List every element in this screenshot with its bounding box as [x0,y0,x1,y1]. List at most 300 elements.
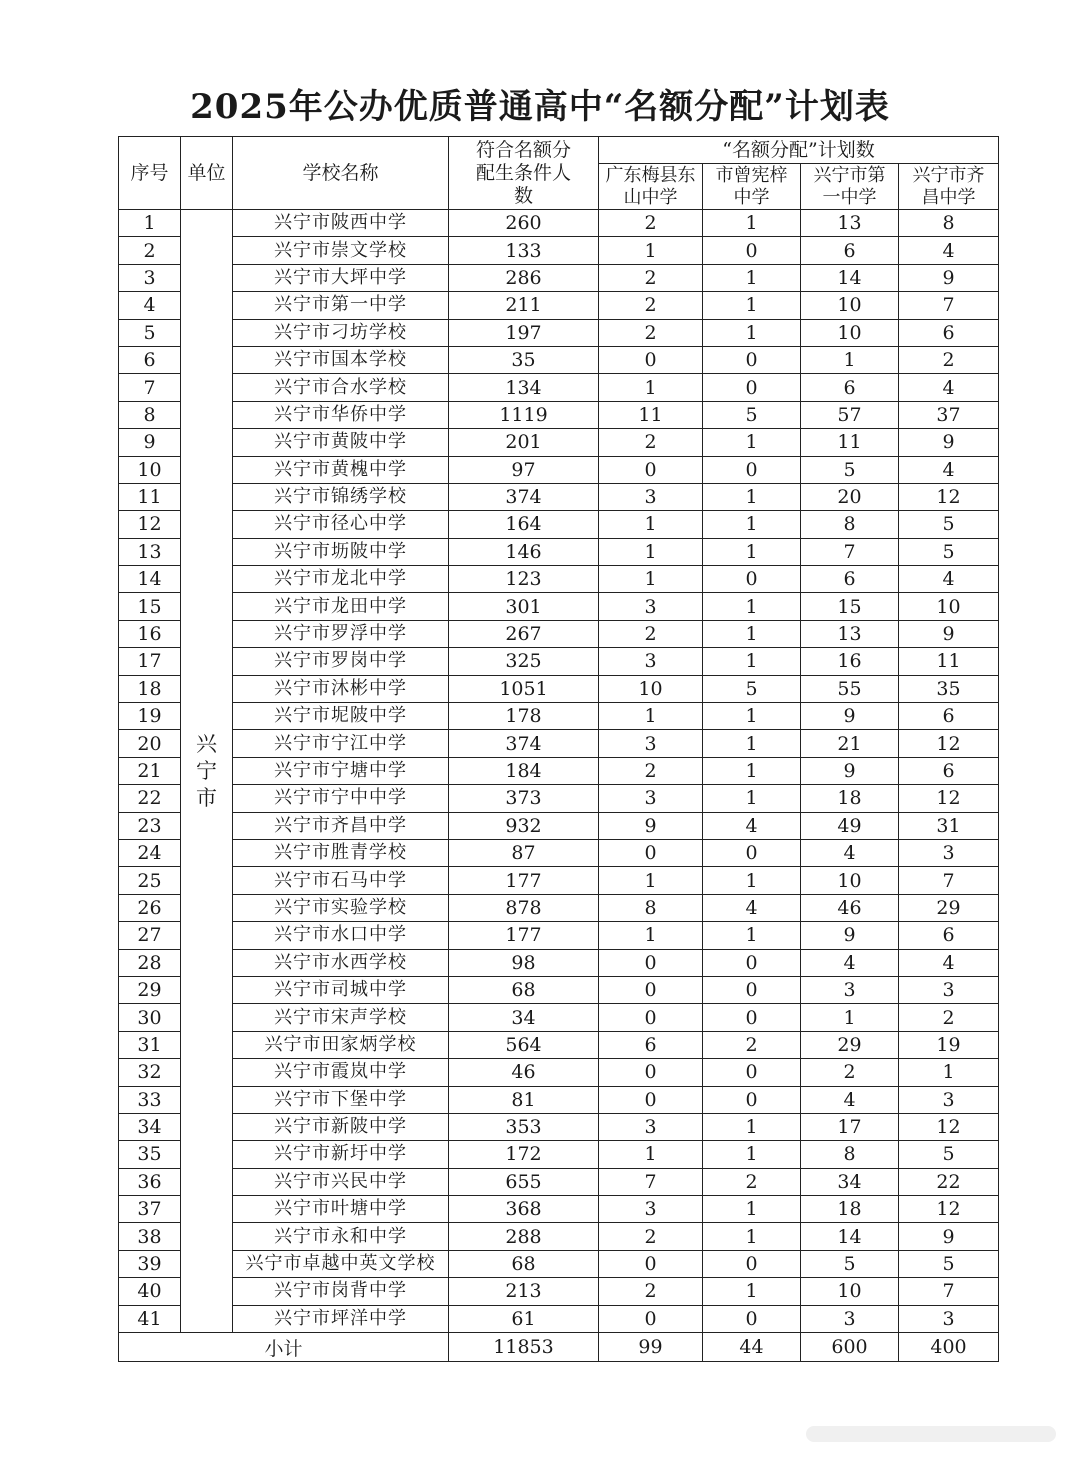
cell-seq: 39 [119,1250,181,1277]
cell-school: 兴宁市下堡中学 [233,1086,449,1113]
cell-plan-qichang: 2 [899,1004,999,1031]
table-row [119,1113,999,1140]
cell-eligible: 61 [449,1305,599,1332]
table-row [119,483,999,510]
cell-plan-zengxianzi: 1 [703,757,801,784]
cell-plan-dongshan: 1 [599,511,703,538]
cell-plan-xingning-no1: 9 [801,922,899,949]
subtotal-zengxianzi: 44 [703,1333,801,1362]
cell-eligible: 81 [449,1086,599,1113]
cell-plan-xingning-no1: 14 [801,1223,899,1250]
cell-seq: 11 [119,483,181,510]
table-row [119,976,999,1003]
cell-school: 兴宁市水西学校 [233,949,449,976]
cell-plan-zengxianzi: 1 [703,511,801,538]
cell-school: 兴宁市径心中学 [233,511,449,538]
unit-char: 宁 [196,758,217,783]
cell-plan-qichang: 7 [899,867,999,894]
cell-seq: 6 [119,346,181,373]
cell-plan-xingning-no1: 3 [801,976,899,1003]
cell-plan-xingning-no1: 15 [801,593,899,620]
cell-eligible: 177 [449,867,599,894]
cell-eligible: 68 [449,1250,599,1277]
cell-plan-zengxianzi: 1 [703,1223,801,1250]
header-plan-dongshan: 广东梅县东山中学 [599,164,703,210]
cell-plan-zengxianzi: 2 [703,1168,801,1195]
cell-plan-dongshan: 0 [599,456,703,483]
cell-plan-dongshan: 2 [599,1278,703,1305]
table-row [119,1278,999,1305]
cell-plan-xingning-no1: 6 [801,374,899,401]
cell-plan-qichang: 31 [899,812,999,839]
cell-plan-zengxianzi: 0 [703,237,801,264]
cell-plan-dongshan: 8 [599,894,703,921]
cell-plan-dongshan: 1 [599,374,703,401]
cell-plan-zengxianzi: 1 [703,1278,801,1305]
cell-plan-qichang: 4 [899,456,999,483]
cell-plan-dongshan: 2 [599,429,703,456]
header-school: 学校名称 [233,137,449,210]
table-row [119,949,999,976]
cell-eligible: 373 [449,785,599,812]
cell-plan-dongshan: 1 [599,922,703,949]
cell-plan-dongshan: 3 [599,785,703,812]
cell-school: 兴宁市兴民中学 [233,1168,449,1195]
cell-eligible: 146 [449,538,599,565]
cell-plan-qichang: 5 [899,538,999,565]
cell-school: 兴宁市龙北中学 [233,566,449,593]
table-row [119,1059,999,1086]
cell-school: 兴宁市叶塘中学 [233,1196,449,1223]
cell-plan-zengxianzi: 1 [703,1196,801,1223]
cell-seq: 26 [119,894,181,921]
table-row [119,566,999,593]
cell-school: 兴宁市沐彬中学 [233,675,449,702]
cell-plan-qichang: 7 [899,292,999,319]
cell-eligible: 98 [449,949,599,976]
cell-plan-dongshan: 2 [599,292,703,319]
page-title: 2025年公办优质普通高中“名额分配”计划表 [190,87,890,127]
cell-eligible: 374 [449,730,599,757]
cell-plan-xingning-no1: 55 [801,675,899,702]
cell-plan-dongshan: 9 [599,812,703,839]
table-row [119,264,999,291]
table-row [119,346,999,373]
table-row [119,839,999,866]
cell-plan-dongshan: 1 [599,566,703,593]
cell-plan-qichang: 4 [899,374,999,401]
cell-seq: 37 [119,1196,181,1223]
cell-seq: 40 [119,1278,181,1305]
cell-school: 兴宁市实验学校 [233,894,449,921]
cell-plan-qichang: 12 [899,785,999,812]
cell-school: 兴宁市宁塘中学 [233,757,449,784]
header-plan-qichang: 兴宁市齐昌中学 [899,164,999,210]
table-row [119,894,999,921]
cell-school: 兴宁市宁江中学 [233,730,449,757]
cell-plan-dongshan: 0 [599,839,703,866]
cell-school: 兴宁市水口中学 [233,922,449,949]
cell-eligible: 123 [449,566,599,593]
table-row [119,757,999,784]
cell-plan-xingning-no1: 8 [801,511,899,538]
cell-plan-xingning-no1: 29 [801,1031,899,1058]
cell-plan-qichang: 5 [899,1250,999,1277]
cell-plan-xingning-no1: 4 [801,949,899,976]
cell-plan-zengxianzi: 5 [703,675,801,702]
cell-school: 兴宁市新圩中学 [233,1141,449,1168]
cell-plan-dongshan: 0 [599,1086,703,1113]
quota-plan-table [118,136,999,1362]
cell-plan-zengxianzi: 1 [703,264,801,291]
cell-plan-xingning-no1: 46 [801,894,899,921]
table-body [119,210,999,1333]
subtotal-qichang: 400 [899,1333,999,1362]
cell-seq: 32 [119,1059,181,1086]
cell-eligible: 197 [449,319,599,346]
cell-plan-qichang: 22 [899,1168,999,1195]
cell-plan-qichang: 19 [899,1031,999,1058]
table-row [119,1168,999,1195]
cell-plan-qichang: 6 [899,922,999,949]
cell-eligible: 260 [449,210,599,237]
cell-plan-dongshan: 1 [599,1141,703,1168]
cell-plan-zengxianzi: 0 [703,839,801,866]
header-seq: 序号 [119,137,181,210]
cell-seq: 27 [119,922,181,949]
table-row [119,812,999,839]
table-row [119,429,999,456]
cell-plan-qichang: 29 [899,894,999,921]
cell-plan-zengxianzi: 0 [703,976,801,1003]
cell-plan-xingning-no1: 16 [801,648,899,675]
cell-plan-dongshan: 3 [599,730,703,757]
cell-seq: 34 [119,1113,181,1140]
cell-plan-dongshan: 0 [599,1305,703,1332]
cell-seq: 41 [119,1305,181,1332]
cell-school: 兴宁市大坪中学 [233,264,449,291]
cell-school: 兴宁市卓越中英文学校 [233,1250,449,1277]
cell-plan-zengxianzi: 1 [703,319,801,346]
cell-eligible: 288 [449,1223,599,1250]
cell-plan-qichang: 1 [899,1059,999,1086]
cell-school: 兴宁市司城中学 [233,976,449,1003]
cell-seq: 13 [119,538,181,565]
cell-seq: 21 [119,757,181,784]
cell-plan-qichang: 9 [899,264,999,291]
cell-plan-zengxianzi: 5 [703,401,801,428]
cell-plan-qichang: 5 [899,1141,999,1168]
cell-plan-dongshan: 0 [599,1250,703,1277]
cell-eligible: 368 [449,1196,599,1223]
cell-plan-xingning-no1: 10 [801,867,899,894]
cell-plan-dongshan: 3 [599,648,703,675]
cell-plan-qichang: 3 [899,1086,999,1113]
cell-unit [181,210,233,1333]
cell-plan-zengxianzi: 1 [703,730,801,757]
cell-plan-zengxianzi: 1 [703,1141,801,1168]
table-row [119,319,999,346]
cell-eligible: 1119 [449,401,599,428]
cell-plan-xingning-no1: 9 [801,703,899,730]
cell-plan-xingning-no1: 9 [801,757,899,784]
table-row [119,1141,999,1168]
cell-eligible: 35 [449,346,599,373]
cell-eligible: 325 [449,648,599,675]
cell-plan-zengxianzi: 1 [703,429,801,456]
cell-seq: 14 [119,566,181,593]
cell-eligible: 286 [449,264,599,291]
cell-school: 兴宁市刁坊学校 [233,319,449,346]
cell-plan-qichang: 3 [899,1305,999,1332]
cell-eligible: 46 [449,1059,599,1086]
cell-plan-zengxianzi: 0 [703,456,801,483]
subtotal-xingning-no1: 600 [801,1333,899,1362]
cell-eligible: 267 [449,620,599,647]
cell-plan-qichang: 12 [899,483,999,510]
cell-plan-dongshan: 2 [599,757,703,784]
cell-seq: 1 [119,210,181,237]
unit-char: 市 [196,785,217,810]
table-row [119,401,999,428]
cell-eligible: 201 [449,429,599,456]
cell-plan-zengxianzi: 2 [703,1031,801,1058]
cell-plan-dongshan: 2 [599,1223,703,1250]
cell-plan-dongshan: 3 [599,1113,703,1140]
cell-plan-dongshan: 0 [599,949,703,976]
table-row [119,1223,999,1250]
cell-plan-zengxianzi: 1 [703,703,801,730]
cell-school: 兴宁市齐昌中学 [233,812,449,839]
table-row [119,1004,999,1031]
cell-plan-zengxianzi: 1 [703,867,801,894]
cell-eligible: 878 [449,894,599,921]
cell-plan-zengxianzi: 0 [703,1250,801,1277]
table-row [119,648,999,675]
cell-seq: 28 [119,949,181,976]
cell-plan-zengxianzi: 1 [703,483,801,510]
cell-plan-xingning-no1: 34 [801,1168,899,1195]
cell-plan-xingning-no1: 57 [801,401,899,428]
header-plan-group: “名额分配”计划数 [599,137,999,164]
cell-plan-xingning-no1: 2 [801,1059,899,1086]
cell-plan-qichang: 3 [899,976,999,1003]
cell-school: 兴宁市第一中学 [233,292,449,319]
cell-eligible: 172 [449,1141,599,1168]
cell-school: 兴宁市永和中学 [233,1223,449,1250]
cell-school: 兴宁市霞岚中学 [233,1059,449,1086]
cell-plan-xingning-no1: 13 [801,210,899,237]
header-row-top [119,137,999,164]
cell-plan-zengxianzi: 1 [703,538,801,565]
cell-plan-dongshan: 7 [599,1168,703,1195]
cell-seq: 3 [119,264,181,291]
cell-school: 兴宁市国本学校 [233,346,449,373]
cell-plan-dongshan: 1 [599,237,703,264]
cell-plan-zengxianzi: 0 [703,949,801,976]
cell-plan-dongshan: 0 [599,976,703,1003]
cell-school: 兴宁市田家炳学校 [233,1031,449,1058]
cell-school: 兴宁市龙田中学 [233,593,449,620]
cell-school: 兴宁市黄陂中学 [233,429,449,456]
cell-plan-dongshan: 3 [599,593,703,620]
cell-plan-zengxianzi: 0 [703,1004,801,1031]
cell-seq: 9 [119,429,181,456]
cell-plan-qichang: 8 [899,210,999,237]
cell-plan-dongshan: 10 [599,675,703,702]
cell-eligible: 1051 [449,675,599,702]
cell-school: 兴宁市罗岗中学 [233,648,449,675]
cell-school: 兴宁市宋声学校 [233,1004,449,1031]
cell-seq: 30 [119,1004,181,1031]
cell-plan-zengxianzi: 0 [703,1305,801,1332]
cell-plan-xingning-no1: 1 [801,1004,899,1031]
header-eligible: 符合名额分配生条件人数 [449,137,599,210]
cell-plan-qichang: 9 [899,620,999,647]
cell-plan-qichang: 4 [899,949,999,976]
table-row [119,867,999,894]
cell-plan-qichang: 2 [899,346,999,373]
cell-plan-qichang: 12 [899,1113,999,1140]
cell-plan-qichang: 12 [899,730,999,757]
cell-plan-dongshan: 1 [599,867,703,894]
table-row [119,675,999,702]
unit-char: 兴 [196,731,217,756]
cell-seq: 36 [119,1168,181,1195]
table-row [119,210,999,237]
cell-seq: 18 [119,675,181,702]
cell-plan-xingning-no1: 18 [801,785,899,812]
cell-school: 兴宁市坜陂中学 [233,538,449,565]
cell-plan-qichang: 11 [899,648,999,675]
cell-plan-qichang: 37 [899,401,999,428]
cell-eligible: 87 [449,839,599,866]
header-plan-zengxianzi: 市曾宪梓中学 [703,164,801,210]
cell-plan-xingning-no1: 14 [801,264,899,291]
cell-plan-qichang: 3 [899,839,999,866]
cell-plan-zengxianzi: 1 [703,620,801,647]
cell-plan-zengxianzi: 1 [703,922,801,949]
cell-eligible: 134 [449,374,599,401]
cell-school: 兴宁市胜青学校 [233,839,449,866]
cell-plan-xingning-no1: 10 [801,1278,899,1305]
cell-eligible: 177 [449,922,599,949]
cell-plan-dongshan: 0 [599,1059,703,1086]
cell-eligible: 178 [449,703,599,730]
cell-eligible: 374 [449,483,599,510]
header-unit: 单位 [181,137,233,210]
cell-school: 兴宁市罗浮中学 [233,620,449,647]
cell-plan-dongshan: 2 [599,210,703,237]
cell-plan-xingning-no1: 4 [801,1086,899,1113]
cell-eligible: 353 [449,1113,599,1140]
cell-seq: 16 [119,620,181,647]
cell-plan-zengxianzi: 0 [703,346,801,373]
cell-plan-zengxianzi: 0 [703,1059,801,1086]
cell-seq: 35 [119,1141,181,1168]
cell-seq: 20 [119,730,181,757]
table-row [119,456,999,483]
subtotal-row [119,1333,999,1362]
cell-seq: 24 [119,839,181,866]
cell-seq: 23 [119,812,181,839]
cell-plan-xingning-no1: 11 [801,429,899,456]
table-row [119,785,999,812]
cell-eligible: 133 [449,237,599,264]
cell-plan-zengxianzi: 1 [703,785,801,812]
cell-plan-qichang: 7 [899,1278,999,1305]
cell-plan-zengxianzi: 0 [703,1086,801,1113]
table-row [119,511,999,538]
cell-plan-xingning-no1: 20 [801,483,899,510]
cell-school: 兴宁市宁中中学 [233,785,449,812]
table-row [119,292,999,319]
cell-plan-dongshan: 11 [599,401,703,428]
subtotal-label: 小计 [119,1333,449,1362]
cell-eligible: 655 [449,1168,599,1195]
scroll-indicator[interactable] [806,1426,1056,1442]
cell-seq: 17 [119,648,181,675]
cell-plan-qichang: 9 [899,429,999,456]
cell-eligible: 68 [449,976,599,1003]
cell-plan-qichang: 4 [899,237,999,264]
cell-plan-zengxianzi: 4 [703,812,801,839]
cell-plan-qichang: 6 [899,757,999,784]
cell-eligible: 213 [449,1278,599,1305]
cell-plan-xingning-no1: 6 [801,237,899,264]
table-row [119,593,999,620]
table-row [119,730,999,757]
header-plan-xingning-no1: 兴宁市第一中学 [801,164,899,210]
cell-plan-xingning-no1: 10 [801,319,899,346]
cell-seq: 33 [119,1086,181,1113]
cell-eligible: 97 [449,456,599,483]
table-row [119,538,999,565]
cell-school: 兴宁市陂西中学 [233,210,449,237]
cell-plan-qichang: 9 [899,1223,999,1250]
cell-plan-zengxianzi: 1 [703,210,801,237]
cell-plan-zengxianzi: 1 [703,1113,801,1140]
cell-seq: 29 [119,976,181,1003]
subtotal-eligible: 11853 [449,1333,599,1362]
cell-school: 兴宁市岗背中学 [233,1278,449,1305]
cell-plan-xingning-no1: 3 [801,1305,899,1332]
cell-eligible: 211 [449,292,599,319]
cell-plan-dongshan: 0 [599,1004,703,1031]
table-row [119,1031,999,1058]
cell-plan-dongshan: 2 [599,319,703,346]
cell-eligible: 184 [449,757,599,784]
table-row [119,1250,999,1277]
cell-plan-xingning-no1: 18 [801,1196,899,1223]
cell-plan-zengxianzi: 1 [703,593,801,620]
cell-plan-qichang: 10 [899,593,999,620]
cell-seq: 2 [119,237,181,264]
cell-eligible: 564 [449,1031,599,1058]
cell-plan-xingning-no1: 8 [801,1141,899,1168]
cell-plan-qichang: 4 [899,566,999,593]
cell-plan-xingning-no1: 6 [801,566,899,593]
cell-plan-dongshan: 2 [599,620,703,647]
cell-seq: 25 [119,867,181,894]
cell-plan-xingning-no1: 17 [801,1113,899,1140]
cell-plan-xingning-no1: 5 [801,1250,899,1277]
cell-plan-dongshan: 1 [599,538,703,565]
cell-plan-qichang: 12 [899,1196,999,1223]
cell-seq: 12 [119,511,181,538]
cell-plan-qichang: 6 [899,703,999,730]
cell-seq: 10 [119,456,181,483]
